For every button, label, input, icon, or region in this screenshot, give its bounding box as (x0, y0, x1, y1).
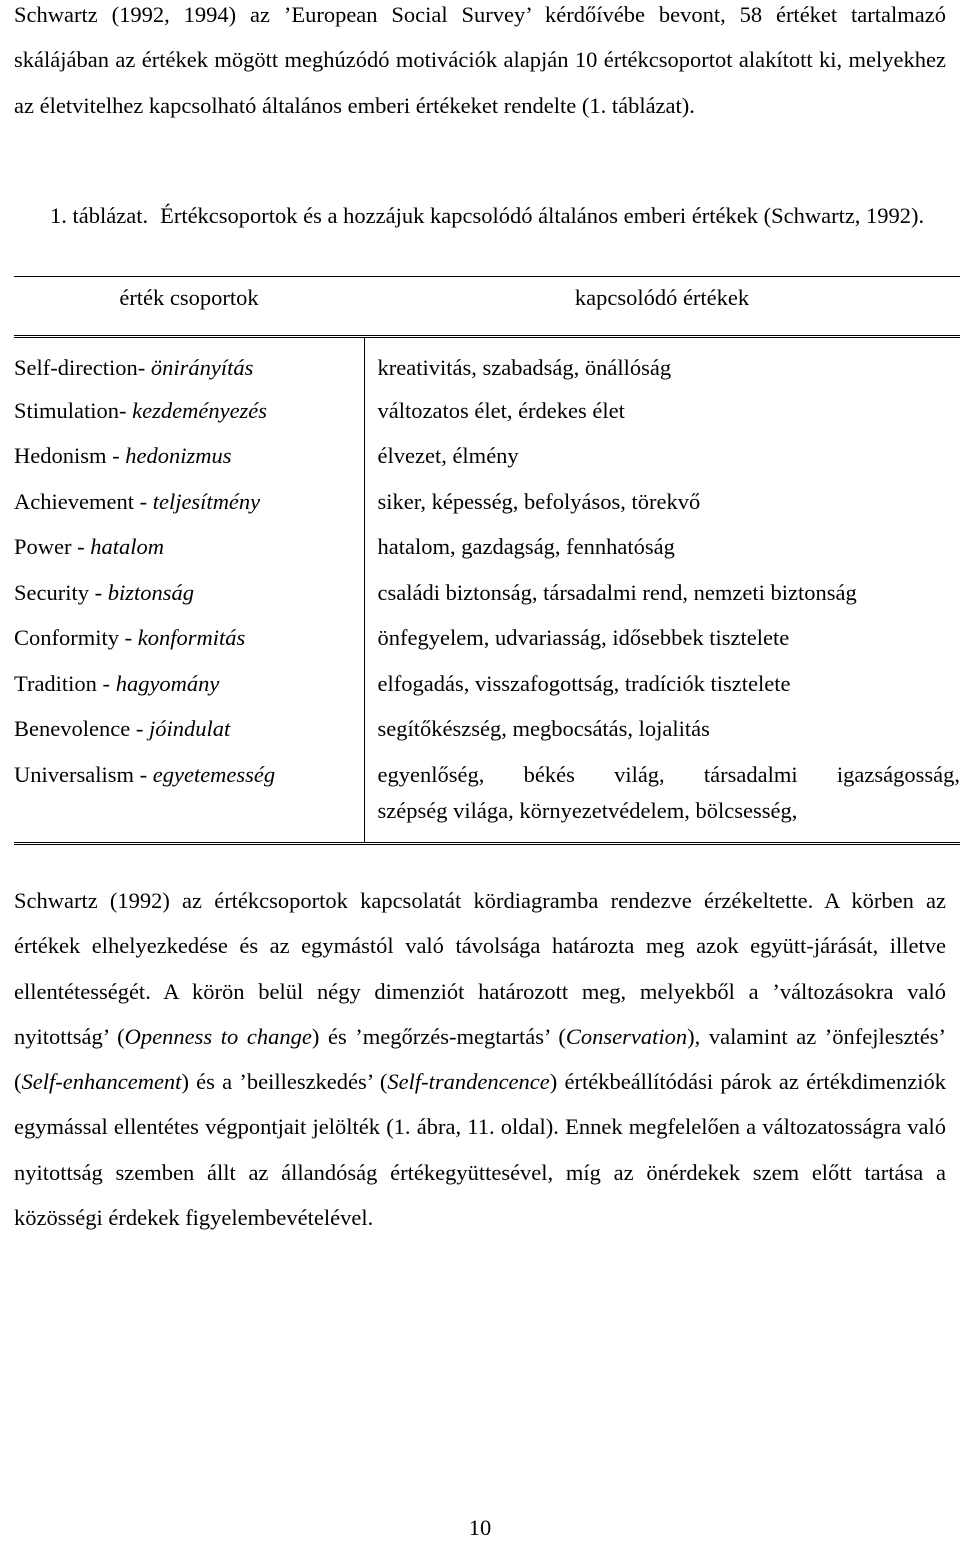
table-row (14, 479, 960, 525)
value-group-en: Conformity - (14, 625, 138, 651)
body-text: ) és a ’beilleszkedés’ ( (181, 1069, 388, 1095)
related-values-cell: hatalom, gazdagság, fennhatóság (377, 534, 675, 560)
table-row (14, 570, 960, 616)
header-related-values: kapcsolódó értékek (364, 277, 960, 337)
table-row (14, 337, 960, 389)
table-row (14, 616, 960, 662)
body-paragraph (14, 878, 946, 1240)
related-values-continuation: szépség világa, környezetvédelem, bölcsesség, (364, 798, 960, 844)
value-group-hu: hatalom (90, 534, 164, 560)
value-group-cell (14, 337, 364, 389)
table-caption-number: 1. táblázat. (50, 203, 149, 228)
empty-cell (14, 798, 364, 844)
value-group-hu: konformitás (137, 625, 246, 651)
body-term: Self-trandencence (387, 1069, 550, 1095)
table-row (14, 388, 960, 434)
value-group-cell (14, 752, 364, 798)
table-row (14, 434, 960, 480)
value-group-en: Security - (14, 579, 108, 605)
table-row (14, 661, 960, 707)
related-values-cell: kreativitás, szabadság, önállóság (377, 355, 672, 380)
value-group-en: Stimulation- (14, 397, 133, 423)
related-values-cell: segítőkészség, megbocsátás, lojalitás (377, 716, 710, 742)
related-values-cell: változatos élet, érdekes élet (377, 397, 625, 423)
value-group-hu: kezdeményezés (132, 397, 268, 423)
related-values-cell (364, 752, 960, 798)
table-caption (50, 198, 930, 234)
body-term: Conservation (565, 1023, 688, 1049)
related-values-line: egyenlőség, békés világ, társadalmi igazságosság, (377, 761, 960, 787)
related-values-cell: családi biztonság, társadalmi rend, nemzeti biztonság (377, 579, 857, 605)
value-group-en: Achievement - (14, 488, 153, 514)
related-values-cell: elfogadás, visszafogottság, tradíciók tisztelete (377, 670, 791, 696)
table-caption-text: Értékcsoportok és a hozzájuk kapcsolódó általános emberi értékek (Schwartz, 1992). (160, 203, 925, 228)
related-values-cell: élvezet, élmény (377, 443, 519, 469)
value-group-cell (14, 434, 364, 480)
table-header-row (14, 277, 960, 337)
value-group-cell (14, 388, 364, 434)
value-group-hu: egyetemesség (152, 761, 276, 787)
value-group-cell (14, 570, 364, 616)
value-group-en: Benevolence - (14, 716, 149, 742)
header-value-groups: érték csoportok (14, 277, 364, 337)
value-group-en: Universalism - (14, 761, 153, 787)
value-group-cell (14, 661, 364, 707)
value-group-hu: hedonizmus (125, 443, 232, 469)
value-group-hu: jóindulat (148, 716, 231, 742)
value-group-en: Hedonism - (14, 443, 126, 469)
value-group-en: Tradition - (14, 670, 116, 696)
value-group-en: Self-direction- (14, 355, 151, 380)
intro-paragraph: Schwartz (1992, 1994) az ’European Social Survey’ kérdőívébe bevont, 58 értéket tartalmazó skálájában az értékek mögött meghúzódó motivációk alapján 10 értékcsoportot alakított ki, melyekhez az életvitelhez kapcsolható általános emberi értékeket rendelte (1. táblázat). (14, 2, 946, 118)
body-text: ) és ’megőrzés-megtartás’ ( (311, 1023, 566, 1049)
value-group-cell (14, 525, 364, 571)
table-row (14, 752, 960, 798)
value-group-hu: teljesítmény (152, 488, 261, 514)
value-group-cell (14, 616, 364, 662)
page-number: 10 (468, 1515, 492, 1540)
values-table (14, 276, 960, 845)
value-group-cell (14, 479, 364, 525)
value-group-hu: biztonság (107, 579, 194, 605)
table-row-continuation (14, 798, 960, 844)
table-row (14, 707, 960, 753)
body-term: Openness to change (124, 1023, 312, 1049)
value-group-cell (14, 707, 364, 753)
body-text: Schwartz (1992) az értékcsoportok kapcsolatát kördiagramba rendezve érzékeltette. A körben az értékek elhelyezkedése és az egymástól való távolsága határozta meg azok együtt-járását, illetve ellentétességét. A körön belül négy dimenziót határozott meg, melyekből a ’változásokra való nyitottság’ ( (14, 888, 946, 1049)
value-group-hu: önirányítás (150, 355, 254, 380)
table-row (14, 525, 960, 571)
related-values-cell: önfegyelem, udvariasság, idősebbek tisztelete (377, 625, 790, 651)
related-values-cell: siker, képesség, befolyásos, törekvő (377, 488, 701, 514)
body-term: Self-enhancement (21, 1069, 182, 1095)
body-text: ) értékbeállítódási párok az értékdimenziók egymással ellentétes végpontjait jelölték (1. ábra, 11. oldal). Ennek megfelelően a változatosságra való nyitottság szemben állt az állandóság értékegyüttesével, míg az önérdekek szem előtt tartása a közösségi érdekek figyelembevételével. (14, 1069, 947, 1231)
body-text: ), valamint az ’önfejlesztés’ ( (14, 1023, 946, 1095)
value-group-hu: hagyomány (115, 670, 220, 696)
value-group-en: Power - (14, 534, 91, 560)
